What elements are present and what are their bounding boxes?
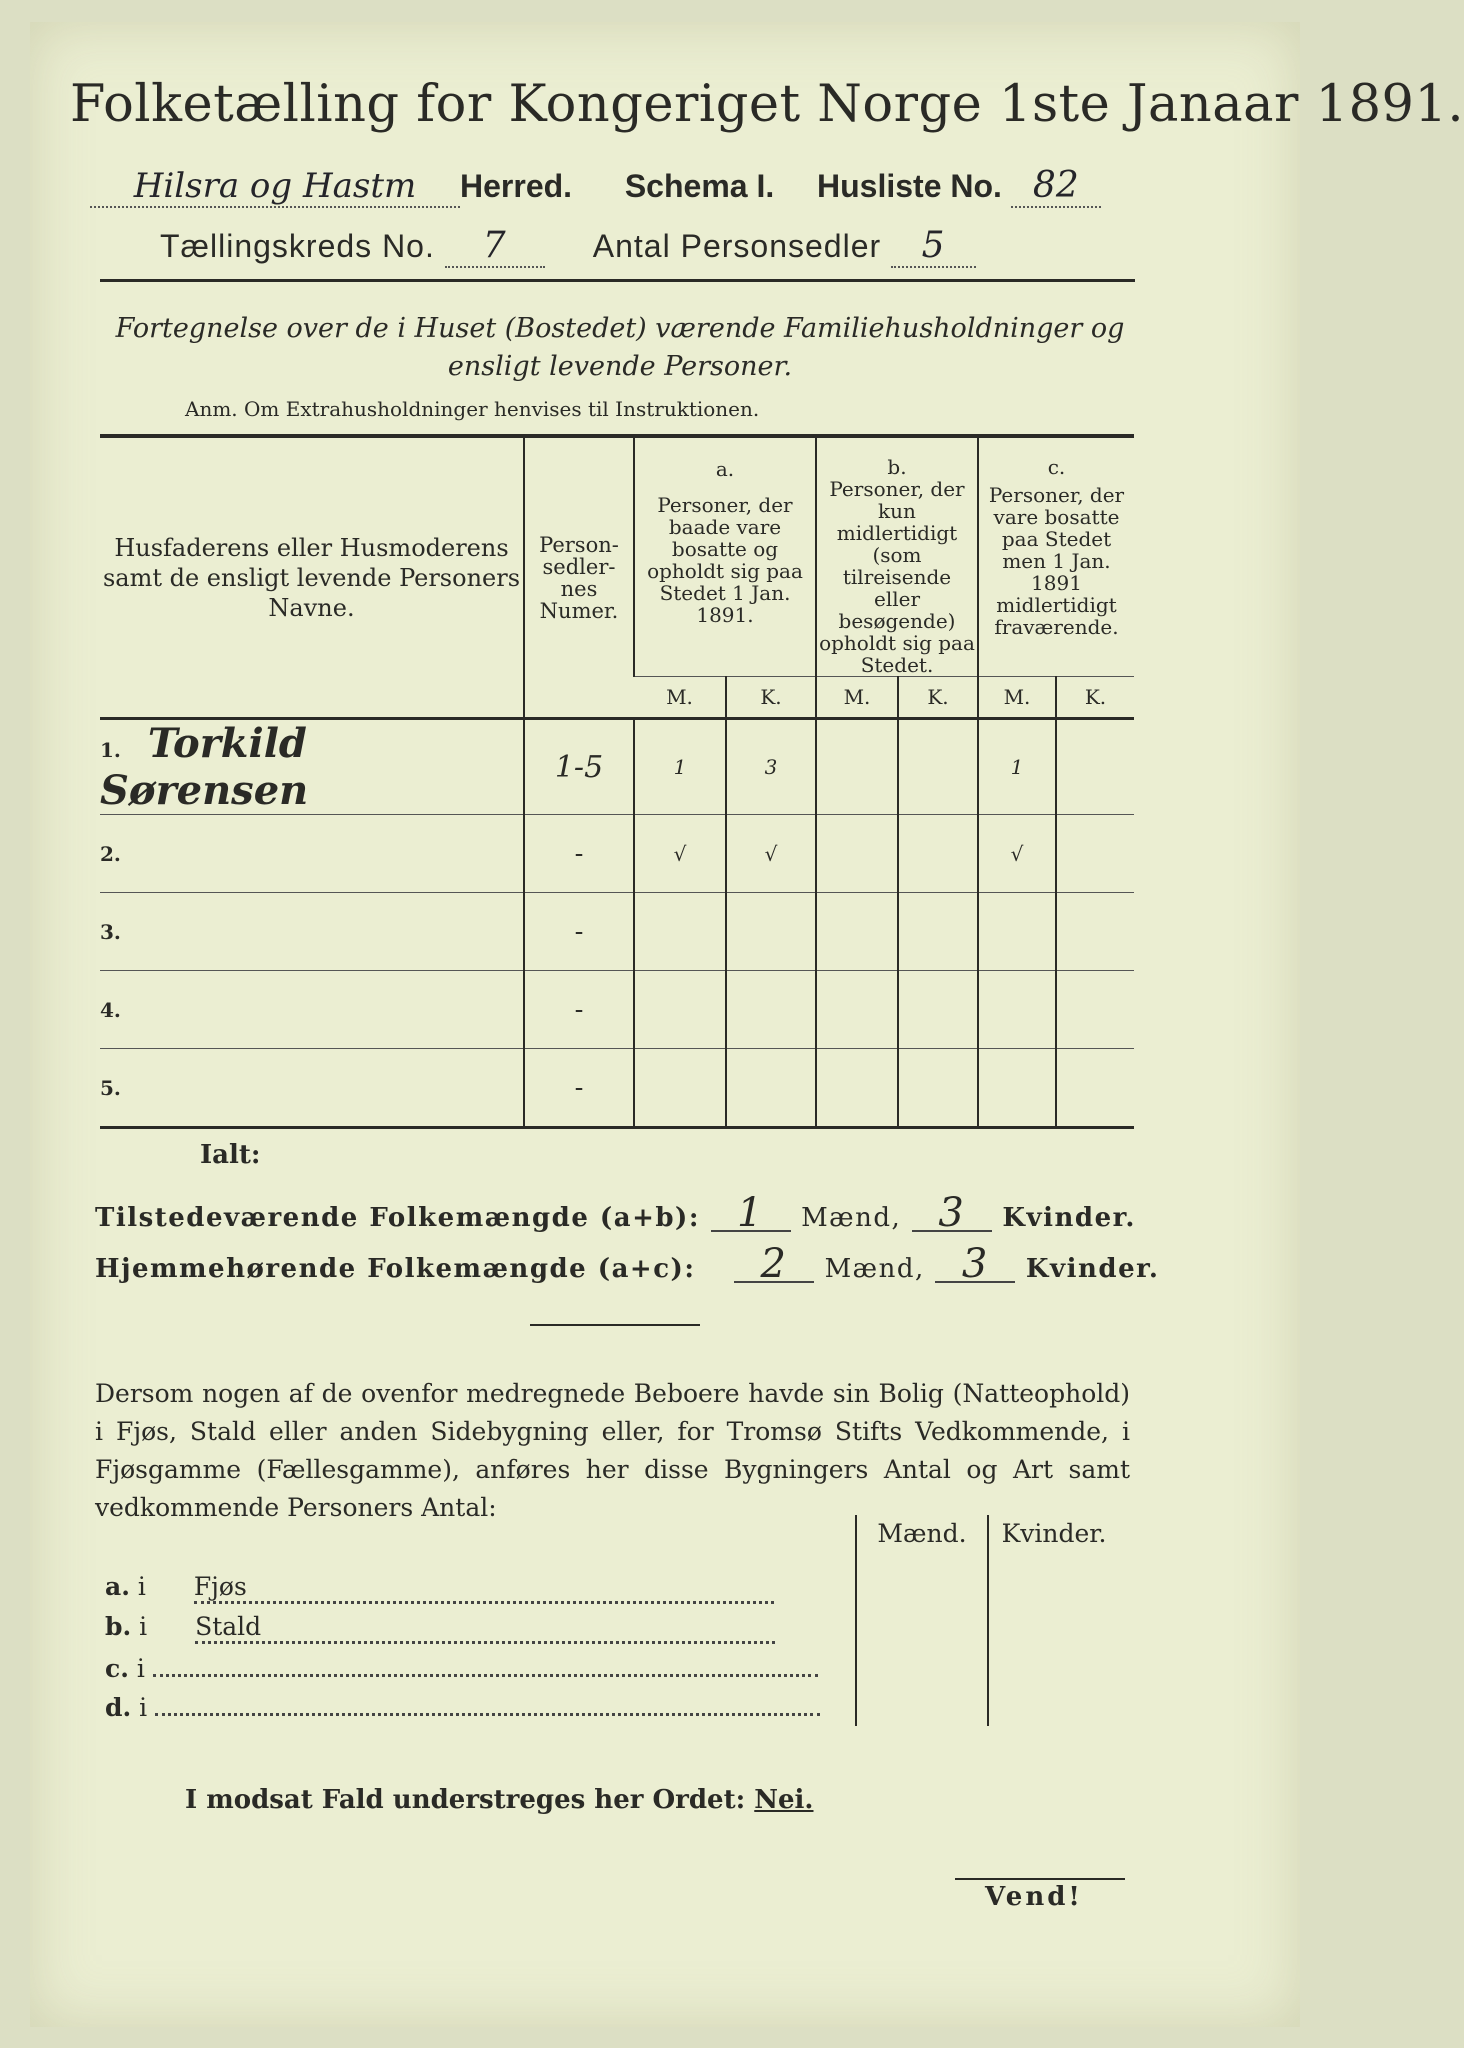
row-number: 2. bbox=[100, 841, 121, 866]
header-rule bbox=[100, 279, 1135, 282]
row-c-k bbox=[1056, 893, 1134, 971]
hjemme-maend-value: 2 bbox=[734, 1247, 814, 1283]
antal-value: 5 bbox=[891, 225, 976, 268]
row-b-k bbox=[898, 719, 978, 815]
tilstede-line bbox=[95, 1190, 1136, 1236]
row-b-k bbox=[898, 1049, 978, 1128]
col-a-header bbox=[634, 438, 816, 677]
table-row bbox=[100, 1049, 1134, 1128]
kvinder-label: Kvinder. bbox=[1025, 1254, 1160, 1284]
col-b-k: K. bbox=[898, 677, 978, 719]
kreds-value: 7 bbox=[445, 225, 545, 268]
table-row bbox=[100, 815, 1134, 893]
row-b-k bbox=[898, 815, 978, 893]
row-name-cell bbox=[100, 815, 524, 893]
row-numer: - bbox=[524, 1049, 634, 1128]
row-a-k bbox=[726, 971, 816, 1049]
form-description: Fortegnelse over de i Huset (Bostedet) værende Familiehusholdninger og ensligt levende Personer. bbox=[115, 313, 1125, 382]
row-numer: - bbox=[524, 893, 634, 971]
buildings-kvinder-header: Kvinder. bbox=[988, 1515, 1119, 1552]
section-divider bbox=[530, 1324, 700, 1326]
row-a-k bbox=[726, 893, 816, 971]
row-name: Torkild Sørensen bbox=[100, 720, 309, 814]
col-a-k: K. bbox=[726, 677, 816, 719]
herred-value: Hilsra og Hastm bbox=[90, 166, 460, 208]
row-c-m: 1 bbox=[978, 719, 1056, 815]
hjemme-line bbox=[95, 1241, 1160, 1287]
row-number: 1. bbox=[100, 738, 121, 762]
building-label: Stald bbox=[195, 1612, 775, 1644]
row-b-m bbox=[816, 719, 898, 815]
col-c-m: M. bbox=[978, 677, 1056, 719]
row-name-cell bbox=[100, 1049, 524, 1128]
col-c-k: K. bbox=[1056, 677, 1134, 719]
col-a-letter: a. bbox=[715, 457, 735, 481]
row-a-m: √ bbox=[634, 815, 726, 893]
buildings-maend-header: Mænd. bbox=[856, 1515, 988, 1552]
row-name-cell bbox=[100, 719, 524, 815]
herred-label: Herred. bbox=[460, 168, 573, 204]
building-label bbox=[153, 1652, 818, 1677]
kreds-label: Tællingskreds No. bbox=[160, 228, 435, 264]
row-b-m bbox=[816, 971, 898, 1049]
form-title: Folketælling for Kongeriget Norge 1ste Janaar 1891. bbox=[70, 75, 1464, 134]
row-a-m bbox=[634, 893, 726, 971]
col-b-text: Personer, der kun midlertidigt (som tilreisende eller besøgende) opholdt sig paa Stedet. bbox=[819, 477, 975, 677]
row-number: 5. bbox=[100, 1075, 121, 1100]
row-a-m bbox=[634, 1049, 726, 1128]
table-row bbox=[100, 719, 1134, 815]
table-row bbox=[100, 893, 1134, 971]
hjemme-label: Hjemmehørende Folkemængde (a+c): bbox=[95, 1254, 696, 1284]
col-numer-header: Person-sedler-nes Numer. bbox=[524, 438, 634, 719]
buildings-table bbox=[105, 1515, 1119, 1726]
maend-label: Mænd, bbox=[824, 1254, 925, 1284]
col-a-text: Personer, der baade vare bosatte og opholdt sig paa Stedet 1 Jan. 1891. bbox=[647, 493, 803, 627]
building-row bbox=[105, 1648, 1119, 1687]
annotation-note: Anm. Om Extrahusholdninger henvises til Instruktionen. bbox=[185, 397, 760, 421]
modsat-text: I modsat Fald understreges her Ordet: bbox=[185, 1785, 746, 1815]
col-a-m: M. bbox=[634, 677, 726, 719]
row-name-cell bbox=[100, 893, 524, 971]
schema-label: Schema I. bbox=[624, 168, 775, 204]
col-b-header bbox=[816, 438, 978, 677]
col-b-m: M. bbox=[816, 677, 898, 719]
row-c-k bbox=[1056, 1049, 1134, 1128]
hjemme-kvinder-value: 3 bbox=[935, 1247, 1015, 1283]
table-row bbox=[100, 971, 1134, 1049]
row-number: 4. bbox=[100, 997, 121, 1022]
col-c-header bbox=[978, 438, 1134, 677]
husliste-label: Husliste No. bbox=[817, 168, 1002, 204]
vend-rule bbox=[955, 1878, 1125, 1880]
kvinder-label: Kvinder. bbox=[1002, 1203, 1136, 1233]
row-c-m bbox=[978, 1049, 1056, 1128]
kreds-line bbox=[160, 225, 976, 268]
building-prefix: i bbox=[139, 1693, 148, 1722]
antal-label: Antal Personsedler bbox=[592, 228, 882, 264]
building-prefix: i bbox=[137, 1572, 146, 1601]
row-a-k: √ bbox=[726, 815, 816, 893]
tilstede-kvinder-value: 3 bbox=[912, 1196, 992, 1232]
ialt-label: Ialt: bbox=[200, 1140, 261, 1170]
herred-line bbox=[90, 165, 1101, 208]
nei-word: Nei. bbox=[754, 1785, 814, 1815]
row-c-m bbox=[978, 893, 1056, 971]
row-b-k bbox=[898, 971, 978, 1049]
building-label: Fjøs bbox=[194, 1572, 774, 1604]
row-number: 3. bbox=[100, 919, 121, 944]
row-c-k bbox=[1056, 719, 1134, 815]
row-b-k bbox=[898, 893, 978, 971]
building-row bbox=[105, 1608, 1119, 1648]
vend-label: Vend! bbox=[985, 1882, 1083, 1912]
row-a-m: 1 bbox=[634, 719, 726, 815]
row-b-m bbox=[816, 1049, 898, 1128]
building-letter: d. bbox=[105, 1693, 132, 1722]
col-b-letter: b. bbox=[887, 455, 907, 479]
building-row bbox=[105, 1687, 1119, 1726]
husliste-value: 82 bbox=[1011, 165, 1101, 208]
tilstede-maend-value: 1 bbox=[711, 1196, 791, 1232]
building-prefix: i bbox=[139, 1612, 148, 1641]
col-c-letter: c. bbox=[1047, 455, 1066, 479]
row-c-m bbox=[978, 971, 1056, 1049]
row-a-k: 3 bbox=[726, 719, 816, 815]
row-b-m bbox=[816, 815, 898, 893]
instruction-paragraph: Dersom nogen af de ovenfor medregnede Beboere havde sin Bolig (Natteophold) i Fjøs, Stald eller anden Sidebygning eller, for Tromsø Stifts Vedkommende, i Fjøsgamme (Fællesgamme), anføres her disse Bygningers Antal og Art samt vedkommende Personers Antal: bbox=[95, 1379, 1130, 1522]
building-letter: b. bbox=[105, 1612, 132, 1641]
census-table bbox=[100, 438, 1134, 1129]
row-c-m: √ bbox=[978, 815, 1056, 893]
row-c-k bbox=[1056, 971, 1134, 1049]
col-c-text: Personer, der vare bosatte paa Stedet men 1 Jan. 1891 midlertidigt fraværende. bbox=[988, 483, 1125, 639]
row-numer: - bbox=[524, 971, 634, 1049]
row-b-m bbox=[816, 893, 898, 971]
row-name-cell bbox=[100, 971, 524, 1049]
building-row bbox=[105, 1552, 1119, 1608]
building-prefix: i bbox=[136, 1654, 145, 1683]
building-label bbox=[155, 1691, 820, 1716]
row-a-m bbox=[634, 971, 726, 1049]
modsat-line bbox=[185, 1785, 814, 1815]
building-letter: c. bbox=[105, 1654, 129, 1683]
tilstede-label: Tilstedeværende Folkemængde (a+b): bbox=[95, 1203, 700, 1233]
row-numer: - bbox=[524, 815, 634, 893]
col-name-header: Husfaderens eller Husmoderens samt de ensligt levende Personers Navne. bbox=[100, 438, 524, 719]
maend-label: Mænd, bbox=[801, 1203, 902, 1233]
row-c-k bbox=[1056, 815, 1134, 893]
row-a-k bbox=[726, 1049, 816, 1128]
building-letter: a. bbox=[105, 1572, 130, 1601]
row-numer: 1-5 bbox=[524, 719, 634, 815]
